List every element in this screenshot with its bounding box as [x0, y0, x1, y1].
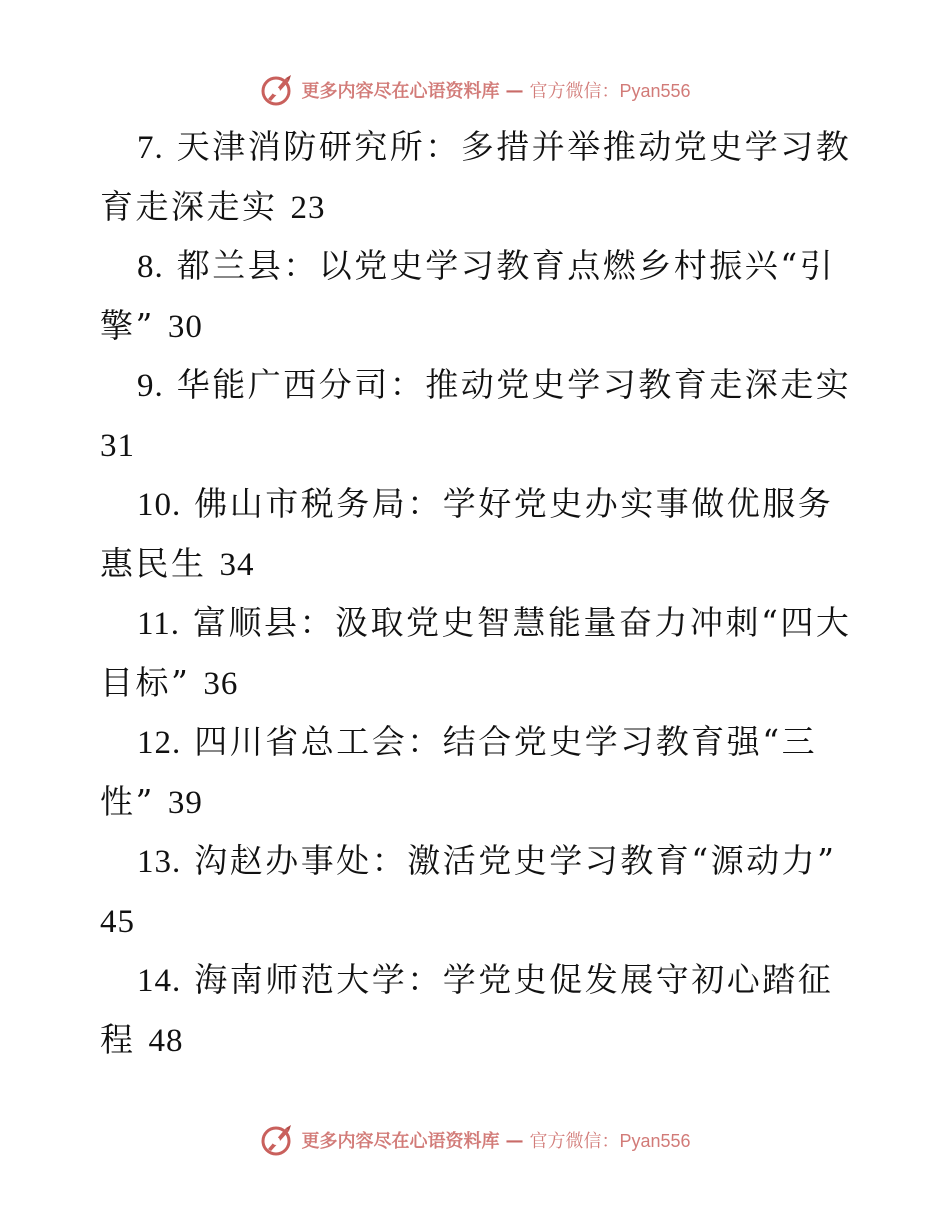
toc-entry-page: 45 [100, 903, 135, 940]
footer-wechat-label: 官方微信： [529, 1131, 620, 1152]
toc-entry-title: 佛山市税务局：学好党史办实事做优服务惠民生 [100, 484, 834, 583]
toc-entry [100, 951, 860, 1070]
footer-wechat [529, 1127, 690, 1153]
toc-entry-number: 8. [137, 249, 164, 285]
toc-entry-number: 13. [137, 844, 182, 880]
toc-entry [100, 594, 860, 713]
header-wechat [529, 77, 690, 103]
quill-logo-icon [259, 1122, 295, 1158]
header-banner-text: 更多内容尽在心语资料库 [301, 81, 500, 102]
header-banner [0, 70, 950, 110]
toc-entry [100, 118, 860, 237]
toc-entry-number: 7. [137, 130, 164, 166]
header-wechat-label: 官方微信： [529, 81, 620, 102]
footer-banner-separator: — [505, 1129, 524, 1151]
toc-entry-title: 都兰县：以党史学习教育点燃乡村振兴“引擎” [100, 246, 836, 345]
quill-logo-icon [259, 72, 295, 108]
toc-entry-page: 23 [290, 189, 326, 226]
toc-entry-title: 天津消防研究所：多措并举推动党史学习教育走深走实 [100, 127, 852, 226]
toc-entry-title: 沟赵办事处：激活党史学习教育“源动力” [194, 841, 837, 880]
toc-entry-page: 34 [219, 546, 255, 583]
header-banner-separator: — [505, 79, 524, 101]
toc-entry-number: 14. [137, 963, 182, 999]
toc-entry-title: 海南师范大学：学党史促发展守初心踏征程 [100, 960, 834, 1059]
toc-entry-title: 富顺县：汲取党史智慧能量奋力冲刺“四大目标” [100, 603, 852, 702]
toc-entry-page: 48 [148, 1022, 184, 1059]
footer-wechat-account: Pyan556 [619, 1131, 691, 1151]
toc-entry-number: 10. [137, 487, 182, 523]
toc-entry-number: 9. [137, 368, 164, 404]
toc-entry-page: 39 [167, 784, 203, 821]
footer-banner [0, 1120, 950, 1160]
toc-entry [100, 713, 860, 832]
toc-entry [100, 475, 860, 594]
toc-entry [100, 237, 860, 356]
footer-banner-content [259, 1122, 690, 1158]
footer-banner-text: 更多内容尽在心语资料库 [301, 1131, 500, 1152]
toc-entry-number: 12. [137, 725, 182, 761]
toc-entry-page: 36 [203, 665, 239, 702]
toc-entry-title: 华能广西分司：推动党史学习教育走深走实 [176, 365, 852, 404]
toc-entry-title: 四川省总工会：结合党史学习教育强“三性” [100, 722, 818, 821]
toc-entry [100, 356, 860, 475]
header-wechat-account: Pyan556 [619, 81, 691, 101]
header-banner-content [259, 72, 690, 108]
toc-list [100, 118, 860, 1070]
toc-entry-page: 31 [100, 427, 135, 464]
toc-entry-page: 30 [167, 308, 203, 345]
toc-entry-number: 11. [137, 606, 181, 642]
toc-entry [100, 832, 860, 951]
